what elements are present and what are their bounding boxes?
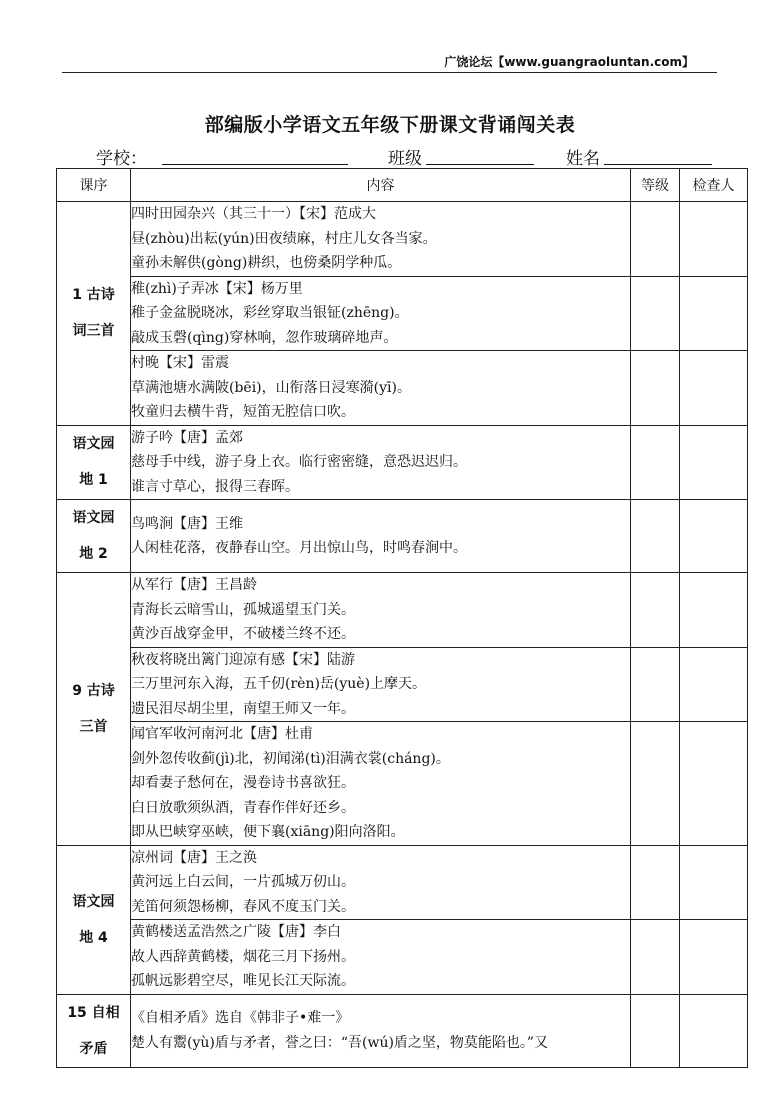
- table-row: [57, 202, 748, 277]
- unit-label-line: 地 1: [79, 472, 108, 489]
- poem-line: 草满池塘水满陂(bēi)，山衔落日浸寒漪(yī)。: [131, 379, 411, 396]
- poem-title: 鸟鸣涧【唐】王维: [131, 515, 243, 532]
- poem-line: 人闲桂花落，夜静春山空。月出惊山鸟，时鸣春涧中。: [131, 540, 467, 556]
- unit-label: [57, 500, 131, 573]
- school-blank[interactable]: [162, 164, 348, 165]
- grade-cell[interactable]: [631, 845, 680, 920]
- poem-line: 即从巴峡穿巫峡，便下襄(xiāng)阳向洛阳。: [131, 824, 405, 840]
- grade-cell[interactable]: [631, 351, 680, 426]
- header-grade: 等级: [631, 169, 680, 202]
- poem-title: 四时田园杂兴（其三十一）【宋】范成大: [131, 206, 376, 222]
- table-row: [57, 845, 748, 920]
- class-label: 班级: [388, 149, 422, 169]
- class-blank[interactable]: [426, 164, 534, 165]
- info-row: [0, 142, 780, 168]
- table-row: [57, 351, 748, 426]
- grade-cell[interactable]: [631, 994, 680, 1067]
- table-row: [57, 920, 748, 995]
- checker-cell[interactable]: [680, 647, 748, 722]
- table-row: [57, 647, 748, 722]
- grade-cell[interactable]: [631, 920, 680, 995]
- grade-cell[interactable]: [631, 573, 680, 648]
- poem-line: 童孙未解供(gòng)耕织，也傍桑阴学种瓜。: [131, 255, 402, 271]
- checker-cell[interactable]: [680, 920, 748, 995]
- poem-cell: [131, 276, 631, 351]
- poem-line: 遗民泪尽胡尘里，南望王师又一年。: [131, 700, 355, 717]
- unit-label-line: 地 2: [79, 546, 108, 562]
- table-body: [57, 202, 748, 1068]
- unit-label-line: 矛盾: [79, 1040, 108, 1057]
- poem-line: 羌笛何须怨杨柳，春风不度玉门关。: [131, 898, 355, 915]
- poem-line: 黄河远上白云间，一片孤城万仞山。: [131, 874, 355, 890]
- name-blank[interactable]: [604, 164, 712, 165]
- poem-line: 黄沙百战穿金甲，不破楼兰终不还。: [131, 626, 355, 642]
- checker-cell[interactable]: [680, 276, 748, 351]
- grade-cell[interactable]: [631, 647, 680, 722]
- checker-cell[interactable]: [680, 202, 748, 277]
- grade-cell[interactable]: [631, 500, 680, 573]
- header-checker: 检查人: [680, 169, 748, 202]
- grade-cell[interactable]: [631, 425, 680, 500]
- unit-label: [57, 573, 131, 846]
- table-row: [57, 500, 748, 573]
- poem-line: 剑外忽传收蓟(jì)北，初闻涕(tì)泪满衣裳(cháng)。: [131, 750, 450, 767]
- poem-line: 昼(zhòu)出耘(yún)田夜绩麻，村庄儿女各当家。: [131, 230, 437, 247]
- poem-line: 楚人有鬻(yù)盾与矛者，誉之曰：“吾(wú)盾之坚，物莫能陷也。”又: [131, 1034, 549, 1051]
- poem-cell: [131, 202, 631, 277]
- unit-label-line: 语文园: [72, 510, 115, 526]
- poem-cell: [131, 573, 631, 648]
- grade-cell[interactable]: [631, 202, 680, 277]
- name-label: 姓名: [566, 149, 600, 169]
- unit-label: [57, 202, 131, 426]
- page-title: 部编版小学语文五年级下册课文背诵闯关表: [204, 114, 576, 136]
- poem-cell: [131, 722, 631, 846]
- checker-cell[interactable]: [680, 351, 748, 426]
- unit-label-line: 语文园: [72, 893, 115, 910]
- poem-title: 黄鹤楼送孟浩然之广陵【唐】李白: [131, 924, 341, 940]
- poem-title: 稚(zhì)子弄冰【宋】杨万里: [131, 280, 303, 297]
- header-brand: 广饶论坛【www.guangraoluntan.com】: [444, 55, 694, 69]
- unit-label-line: 词三首: [72, 323, 115, 340]
- unit-label-line: 1 古诗: [72, 287, 115, 304]
- table-row: [57, 722, 748, 846]
- unit-label-line: 9 古诗: [72, 682, 115, 699]
- table-row: [57, 573, 748, 648]
- unit-label-line: 语文园: [72, 436, 115, 453]
- unit-label: [57, 994, 131, 1067]
- poem-title: 《自相矛盾》选自《韩非子•难一》: [131, 1010, 350, 1026]
- poem-cell: [131, 920, 631, 995]
- checker-cell[interactable]: [680, 722, 748, 846]
- table-row: [57, 994, 748, 1067]
- poem-line: 青海长云暗雪山，孤城遥望玉门关。: [131, 601, 355, 618]
- poem-line: 牧童归去横牛背，短笛无腔信口吹。: [131, 404, 355, 420]
- poem-cell: [131, 845, 631, 920]
- poem-title: 从军行【唐】王昌龄: [131, 577, 257, 593]
- poem-line: 稚子金盆脱晓冰，彩丝穿取当银钲(zhēng)。: [131, 305, 409, 321]
- checker-cell[interactable]: [680, 994, 748, 1067]
- poem-line: 谁言寸草心，报得三春晖。: [131, 478, 299, 495]
- table-row: [57, 425, 748, 500]
- header-content: 内容: [131, 169, 631, 202]
- table-row: [57, 276, 748, 351]
- poem-title: 凉州词【唐】王之涣: [131, 849, 257, 866]
- poem-title: 闻官军收河南河北【唐】杜甫: [131, 726, 313, 742]
- school-label: 学校：: [96, 149, 147, 169]
- recitation-table: [56, 168, 748, 1068]
- grade-cell[interactable]: [631, 722, 680, 846]
- poem-line: 故人西辞黄鹤楼，烟花三月下扬州。: [131, 948, 355, 965]
- checker-cell[interactable]: [680, 845, 748, 920]
- poem-line: 却看妻子愁何在，漫卷诗书喜欲狂。: [131, 775, 355, 791]
- unit-label-line: 三首: [79, 718, 108, 735]
- poem-line: 孤帆远影碧空尽，唯见长江天际流。: [131, 973, 355, 989]
- poem-cell: [131, 500, 631, 573]
- header-unit: 课序: [57, 169, 131, 202]
- poem-line: 白日放歌须纵酒，青春作伴好还乡。: [131, 799, 355, 816]
- poem-title: 村晚【宋】雷震: [131, 355, 229, 371]
- checker-cell[interactable]: [680, 573, 748, 648]
- poem-cell: [131, 425, 631, 500]
- checker-cell[interactable]: [680, 500, 748, 573]
- unit-label: [57, 845, 131, 994]
- checker-cell[interactable]: [680, 425, 748, 500]
- unit-label: [57, 425, 131, 500]
- poem-title: 秋夜将晓出篱门迎凉有感【宋】陆游: [131, 651, 355, 668]
- unit-label-line: 15 自相: [67, 1004, 120, 1021]
- poem-line: 三万里河东入海，五千仞(rèn)岳(yuè)上摩天。: [131, 676, 427, 692]
- grade-cell[interactable]: [631, 276, 680, 351]
- poem-cell: [131, 351, 631, 426]
- poem-line: 敲成玉磬(qìng)穿林响，忽作玻璃碎地声。: [131, 329, 398, 346]
- header-rule: [62, 72, 717, 73]
- poem-line: 慈母手中线，游子身上衣。临行密密缝，意恐迟迟归。: [131, 454, 467, 470]
- poem-cell: [131, 647, 631, 722]
- poem-cell: [131, 994, 631, 1067]
- poem-title: 游子吟【唐】孟郊: [131, 429, 243, 446]
- table-header-row: [57, 169, 748, 202]
- unit-label-line: 地 4: [79, 929, 108, 946]
